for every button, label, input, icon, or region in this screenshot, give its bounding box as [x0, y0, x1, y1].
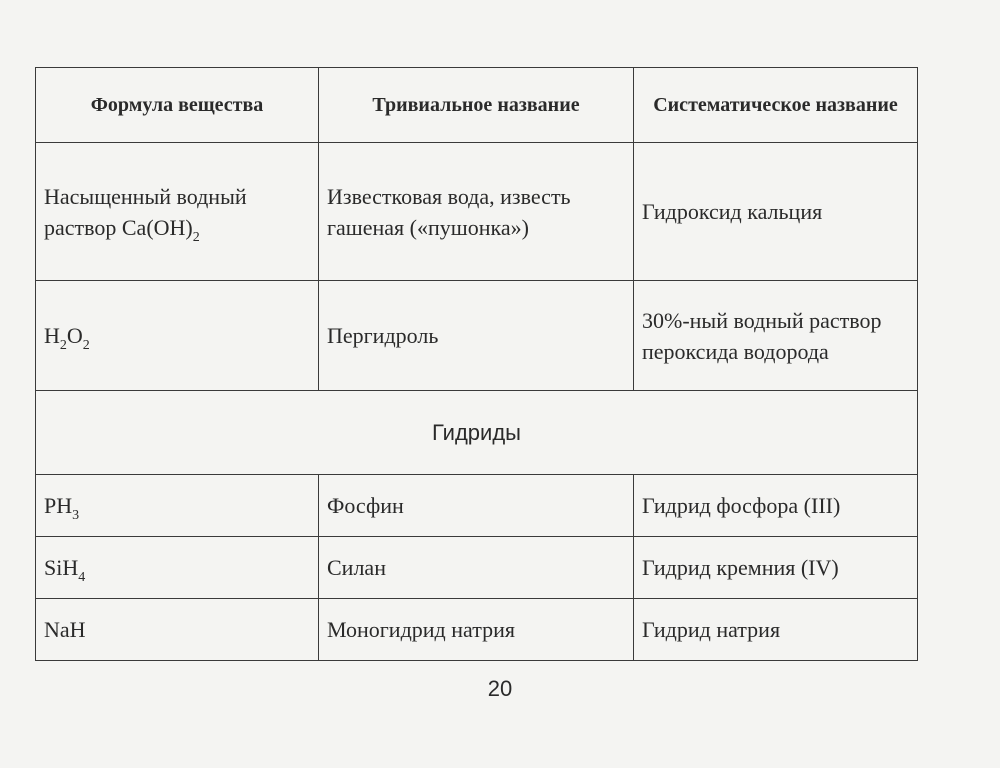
trivial-name-cell: Силан — [319, 537, 634, 599]
header-row — [36, 68, 918, 143]
header-systematic: Систематическое название — [634, 68, 918, 143]
systematic-name-cell: Гидроксид кальция — [634, 143, 918, 281]
formula-cell: SiH$_4$ — [36, 537, 319, 599]
formula-cell: $PH_3$ — [36, 475, 319, 537]
formula-cell: NaH — [36, 599, 319, 661]
systematic-name-cell: Гидрид натрия — [634, 599, 918, 661]
header-trivial: Тривиальное название — [319, 68, 634, 143]
table-row — [36, 537, 918, 599]
table-row — [36, 281, 918, 391]
trivial-name-cell: Моногидрид натрия — [319, 599, 634, 661]
section-row — [36, 391, 918, 475]
header-formula: Формула вещества — [36, 68, 319, 143]
table-row — [36, 599, 918, 661]
systematic-name-cell: Гидрид кремния (IV) — [634, 537, 918, 599]
section-title: Гидриды — [36, 391, 918, 475]
trivial-name-cell: Фосфин — [319, 475, 634, 537]
systematic-name-cell: 30%-ный водный раствор пероксида водорода — [634, 281, 918, 391]
substances-table — [35, 67, 918, 661]
trivial-name-cell: Пергидроль — [319, 281, 634, 391]
formula-cell: Насыщенный водный раствор $Ca(OH)_2$ — [36, 143, 319, 281]
table-row — [36, 143, 918, 281]
table-row — [36, 475, 918, 537]
formula-cell: $H_2O_2$ — [36, 281, 319, 391]
trivial-name-cell: Известковая вода, известь гашеная («пушонка») — [319, 143, 634, 281]
systematic-name-cell: Гидрид фосфора (III) — [634, 475, 918, 537]
page-number: 20 — [487, 676, 513, 701]
